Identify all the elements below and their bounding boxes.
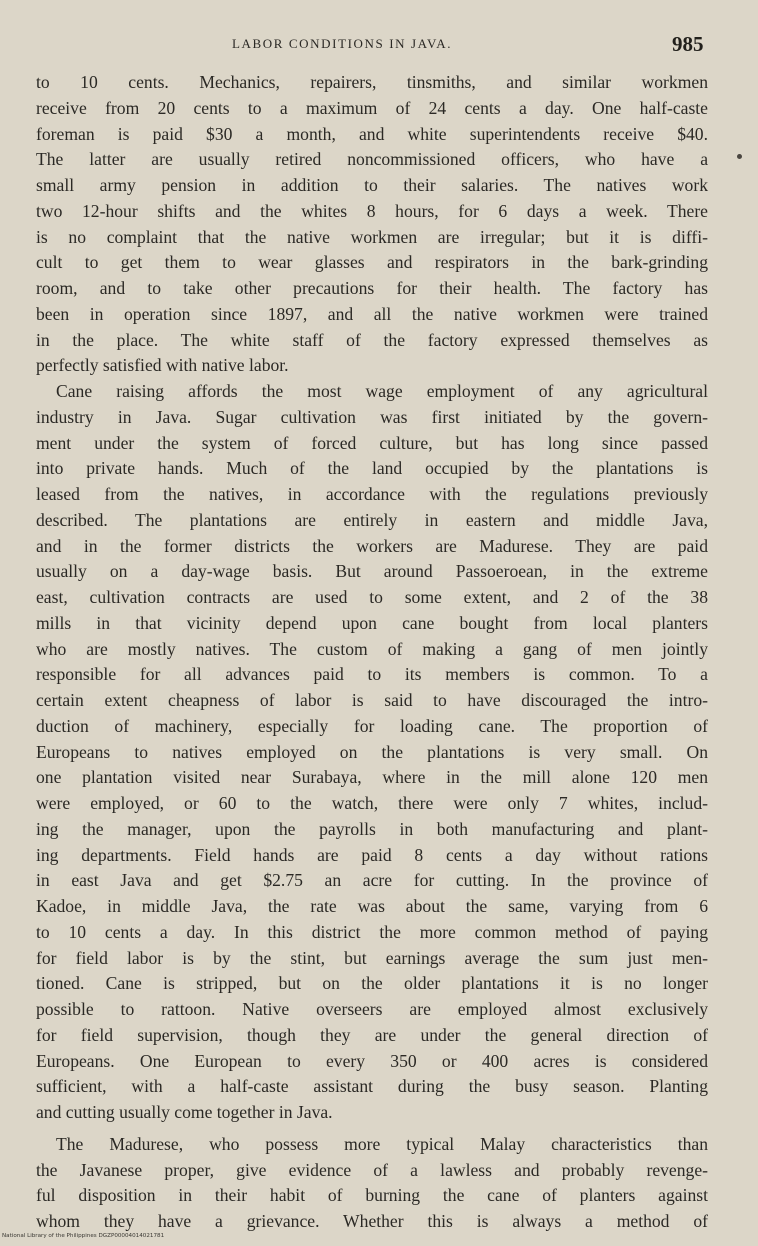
text-line: leased from the natives, in accordance with the regulations previously	[36, 484, 708, 504]
text-line: receive from 20 cents to a maximum of 24 cents a day. One half-caste	[36, 97, 708, 118]
text-line: and in the former districts the workers are Madurese. They are paid	[36, 535, 708, 556]
text-line: duction of machinery, especially for loading cane. The proportion of	[36, 715, 708, 736]
text-line: sufficient, with a half-caste assistant during the busy season. Planting	[36, 1076, 708, 1097]
text-line: usually on a day-wage basis. But around Passoeroean, in the extreme	[36, 561, 708, 582]
text-line: to 10 cents. Mechanics, repairers, tinsmiths, and similar workmen	[36, 72, 708, 92]
text-line: Kadoe, in middle Java, the rate was about the same, varying from 6	[36, 896, 708, 916]
paragraph-1	[36, 70, 708, 379]
margin-speck	[737, 154, 742, 159]
text-line: Europeans to natives employed on the plantations is very small. On	[36, 741, 708, 762]
paragraph-2	[36, 379, 708, 1126]
text-line: industry in Java. Sugar cultivation was first initiated by the govern-	[36, 406, 708, 427]
text-line: to 10 cents a day. In this district the more common method of paying	[36, 921, 708, 942]
text-line: foreman is paid $30 a month, and white superintendents receive $40.	[36, 123, 708, 144]
text-line: been in operation since 1897, and all the native workmen were trained	[36, 303, 708, 324]
text-line: were employed, or 60 to the watch, there were only 7 whites, includ-	[36, 793, 708, 813]
text-line: small army pension in addition to their salaries. The natives work	[36, 175, 708, 195]
text-line: the Javanese proper, give evidence of a lawless and probably revenge-	[36, 1159, 708, 1180]
text-line: whom they have a grievance. Whether this is always a method of	[36, 1211, 708, 1231]
text-line: into private hands. Much of the land occupied by the plantations is	[36, 458, 708, 479]
text-line: possible to rattoon. Native overseers are employed almost exclusively	[36, 999, 708, 1019]
text-line: Europeans. One European to every 350 or 400 acres is considered	[36, 1050, 708, 1071]
text-line: described. The plantations are entirely in eastern and middle Java,	[36, 509, 708, 530]
text-line: in east Java and get $2.75 an acre for cutting. In the province of	[36, 870, 708, 891]
text-line: who are mostly natives. The custom of making a gang of men jointly	[36, 638, 708, 659]
text-line: tioned. Cane is stripped, but on the older plantations it is no longer	[36, 973, 708, 994]
text-line: ing departments. Field hands are paid 8 cents a day without rations	[36, 844, 708, 865]
body-text	[36, 70, 708, 1235]
text-line: responsible for all advances paid to its members is common. To a	[36, 664, 708, 685]
text-line: two 12-hour shifts and the whites 8 hours, for 6 days a week. There	[36, 200, 708, 221]
page-number: 985	[672, 32, 704, 56]
text-line: cult to get them to wear glasses and respirators in the bark-grinding	[36, 252, 708, 273]
text-line: ment under the system of forced culture, but has long since passed	[36, 432, 708, 453]
text-line: perfectly satisfied with native labor.	[36, 355, 289, 376]
text-line: Cane raising affords the most wage employment of any agricultural	[56, 381, 708, 401]
text-line: and cutting usually come together in Java.	[36, 1102, 333, 1122]
text-line: for field supervision, though they are under the general direction of	[36, 1024, 708, 1045]
text-line: one plantation visited near Surabaya, where in the mill alone 120 men	[36, 767, 708, 788]
text-line: room, and to take other precautions for their health. The factory has	[36, 278, 708, 298]
page-header	[0, 30, 758, 70]
text-line: for field labor is by the stint, but earnings average the sum just men-	[36, 947, 708, 968]
text-line: The Madurese, who possess more typical Malay characteristics than	[56, 1133, 708, 1154]
text-line: in the place. The white staff of the factory expressed themselves as	[36, 329, 708, 350]
text-line: is no complaint that the native workmen are irregular; but it is diffi-	[36, 226, 708, 247]
running-head: LABOR CONDITIONS IN JAVA.	[232, 36, 453, 51]
library-stamp: National Library of the Philippines DGZP00004014021781	[2, 1233, 165, 1239]
text-line: mills in that vicinity depend upon cane bought from local planters	[36, 612, 708, 633]
text-line: The latter are usually retired noncommissioned officers, who have a	[36, 149, 708, 170]
text-line: ing the manager, upon the payrolls in both manufacturing and plant-	[36, 818, 708, 839]
text-line: certain extent cheapness of labor is said to have discouraged the intro-	[36, 690, 708, 710]
text-line: ful disposition in their habit of burning the cane of planters against	[36, 1185, 708, 1206]
text-line: east, cultivation contracts are used to some extent, and 2 of the 38	[36, 587, 708, 607]
paragraph-3	[36, 1132, 708, 1235]
